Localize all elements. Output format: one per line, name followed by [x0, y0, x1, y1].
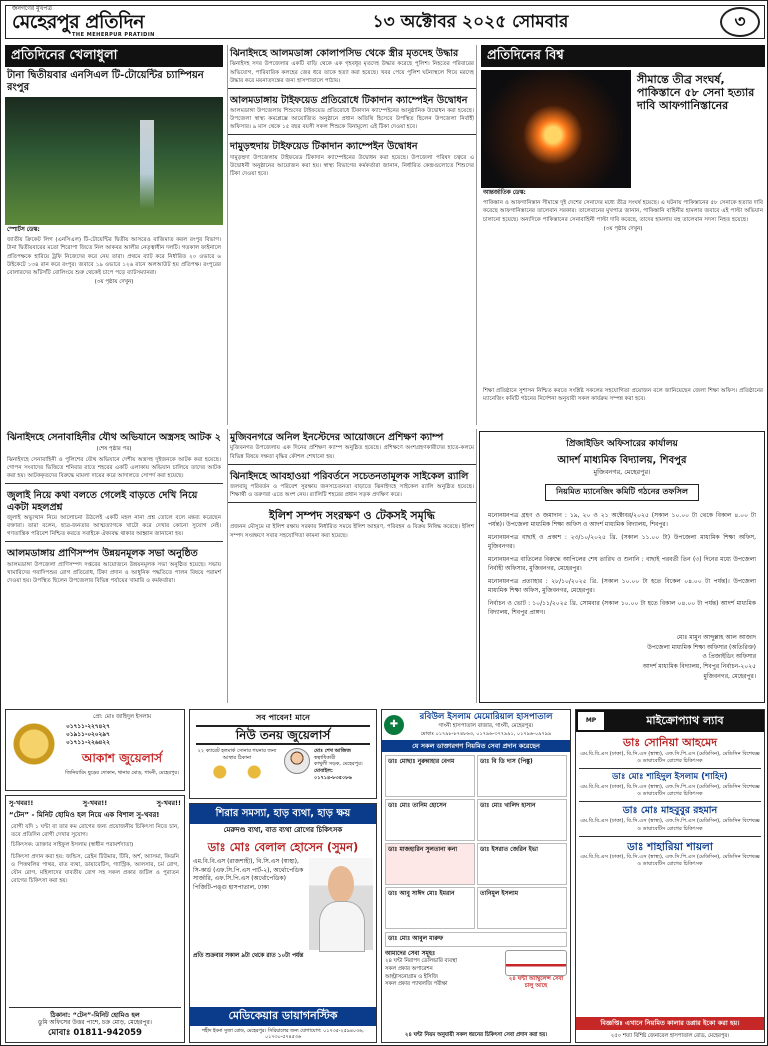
hospital-services [382, 947, 570, 994]
micropath-doctor-degree: এম.বি.বি.এস (ঢাকা), বি.সি.এস (স্বাস্থ্য), এফ.সি.পি.এস (মেডিসিন), মেডিসিন বিশেষজ্ঞ ও ডায়াবেটিস রোগের চিকিৎসক [580, 750, 760, 765]
issue-date: ১৩ অক্টোবর ২০২৫ সোমবার [372, 11, 569, 32]
masthead-tagline: জনগণের মুখপত্র [12, 5, 52, 13]
notice-line: মনোনয়নপত্র বাতিলের বিরুদ্ধে আপিলের শেষ তারিখ ও শুনানি : বাছাই পরবর্তী তিন (৩) দিনের মধ্যে উপজেলা নির্বাহী অফিসার, মুজিবনগর, মেহেরপুর। [488, 556, 756, 573]
clinic-name: মেডিকেয়ার ডায়াগনস্টিক [190, 1007, 376, 1026]
hospital-doctor-grid [382, 752, 570, 932]
notice-title: নিয়মিত ম্যানেজিং কমিটি গঠনের তফসিল [545, 484, 699, 501]
signatory-role: আদর্শ মাধ্যমিক বিদ্যালয়, শিবপুর নির্বাচন-২০২৫ [642, 662, 756, 670]
headline-damurhuda-typhoid[interactable]: দামুড়হুদায় টাইফয়েড টিকাদান ক্যাম্পেইন উদ্বোধন [230, 141, 418, 153]
headline-cycle-rally[interactable]: ঝিনাইদহে আবহাওয়া পরিবর্তনে সচেতনতামূলক সাইকেল র‍্যালি [230, 470, 469, 482]
phone-number: ০১৭১১-২২৭৪২৭ [66, 724, 110, 730]
world-headline[interactable]: সীমান্তে তীব্র সংঘর্ষ, পাকিস্তানে ৫৮ সেনা হত্যার দাবি আফগানিস্তানের [637, 72, 755, 112]
story-livestock: আলমডাঙ্গা উপজেলা প্রাণিসম্পদ দপ্তরের আয়োজনে উন্নয়নমূলক সভা অনুষ্ঠিত হয়েছে। সভায় খামারিদের গবাদিপশুর রোগ প্রতিরোধ, টিকা প্রদান ও আধুনিক পদ্ধতিতে পালন বিষয়ে পরামর্শ দেওয়া হয়। উপস্থিত ছিলেন উপজেলার বিভিন্ন পর্যায়ের খামারি ও কর্মকর্তারা। [7, 561, 221, 584]
ring-icon [194, 764, 280, 780]
phone-number: ০১৭১১-২২৬৪২২ [66, 739, 110, 746]
ambulance-text: ২৪ ঘন্টা অ্যাম্বুলেন্স সেবা চালু আছে [508, 975, 564, 989]
headline-july[interactable]: জুলাই নিয়ে কথা বলতে গেলেই বাড়তে দেখি নিয়ে একটা মহলপ্রশ্ন [7, 490, 198, 513]
akash-phones [66, 724, 110, 747]
notice-signature [488, 633, 756, 681]
notice-office: প্রিজাইডিং অফিসারের কার্যালয় [566, 439, 678, 449]
homeo-body: চিকিৎসা প্রদান করা হয়: জন্ডিস, ব্রেইন টিউমার, টিবি, অর্শ, অ্যাসমা, কিডনি ও পিত্তথলির পাথর, বাত ব্যথা, ডায়াবেটিস, গ্যাস্ট্রিক, আলসার, চর্ম রোগ, যৌন রোগ, মহিলাদের যাবতীয় রোগ সহ সকল প্রকার জটিল ও পুরাতন রোগের চিকিৎসা করা হয়। [11, 853, 179, 884]
homeo-location-label: ঠিকানা: “টেন”-মিনিট হোমিও হল [50, 1010, 140, 1019]
notice-line: মনোনয়নপত্র গ্রহণ ও জমাদান : ১৯, ২০ ও ২১ অক্টোবর/২০২৫ (সকাল ১০.০০ টা থেকে বিকাল ৪.০০ টা পর্যন্ত)। উপজেলা মাধ্যমিক শিক্ষা অফিস ও আদর্শ মাধ্যমিক বিদ্যালয়, শিবপুর। [488, 512, 756, 529]
micropath-doctor-degree: এম.বি.বি.এস (ঢাকা), বি.সি.এস (স্বাস্থ্য), এফ.সি.পি.এস (মেডিসিন), মেডিসিন বিশেষজ্ঞ ও ডায়াবেটিস রোগের চিকিৎসক [580, 818, 760, 832]
center-top-column [227, 45, 477, 425]
headline-livestock[interactable]: আলমডাঙ্গায় প্রাণিসম্পদ উন্নয়নমূলক সভা অনুষ্ঠিত [7, 548, 198, 560]
micropath-address: ২৫০ শয্যা বিশিষ্ট জেনারেল হাসপাতাল রোড, মেহেরপুর। [610, 1032, 730, 1039]
world-column [481, 45, 765, 425]
world-body: পাকিস্তান ও আফগানিস্তান সীমান্তে দুই দেশের সেনাদের মধ্যে তীব্র সংঘর্ষ হয়েছে। এ ঘটনায় পাকিস্তানের ৫৮ সেনাকে হত্যার দাবি করেছে আফগানিস্তানের তালেবান সরকার। তালেবানের মুখপাত্র জানান, পাকিস্তানি বাহিনীর হামলার জবাবে এই পাল্টা অভিযান চালানো হয়েছে। অন্যদিকে পাকিস্তানের সেনাবাহিনী পাল্টা দাবি করেছে, তাদের হামলায় বহু তালেবান সদস্য নিহত হয়েছে। [483, 200, 763, 223]
new-tanoy-phone: মোবাইল: ০১৭১৪-৮৩৫০৮৬ [314, 768, 352, 781]
divider [228, 88, 476, 89]
hospital-doctor: ডাঃ বি ডি দাস (পিঙ্কু) [477, 755, 567, 797]
homeo-location: ডুমি অফিসের উত্তর পাশে, চক্র মোড়, মেহেরপুর। [38, 1019, 152, 1027]
micropath-doctors [576, 732, 764, 873]
micropath-doctor-name: ডাঃ শাহারিয়া শায়লা [627, 840, 713, 853]
new-tanoy-address: কাথুলী সড়ক, মেহেরপুর। [314, 761, 363, 768]
world-photo [481, 70, 631, 188]
owner-role: স্বত্বাধিকারী [314, 754, 336, 761]
story-mujibnagar: মুজিবনগর উপজেলায় এক দিনের প্রশিক্ষণ ক্যাম্প অনুষ্ঠিত হয়েছে। প্রশিক্ষণে অংশগ্রহণকারীদের হাতে-কলমে বিভিন্ন বিষয়ে দক্ষতা বৃদ্ধির কৌশল শেখানো হয়। [230, 445, 474, 460]
page-number: ৩ [720, 7, 760, 37]
doctor-specialty-top: শিরার সমস্যা, হাড় ব্যথা, হাড় ক্ষয় [190, 804, 376, 824]
story-july: জুলাই অভ্যুত্থান নিয়ে আলোচনা উঠলেই একটি মহল নানা প্রশ্ন তোলে বলে মন্তব্য করেছেন বক্তারা। তারা বলেন, ছাত্র-জনতার আত্মত্যাগকে খাটো করে দেখার কোনো সুযোগ নেই। গণতান্ত্রিক পরিবেশ নিশ্চিত করতে সবাইকে ঐক্যবদ্ধ থাকার আহ্বান জানানো হয়। [7, 514, 221, 538]
headline-jhenaidah-body[interactable]: ঝিনাইদহে আলমডাঙ্গা কোলাপসিভ থেকে স্ত্রীর মৃতদেহ উদ্ধার [230, 48, 459, 59]
hospital-name: রবিউল ইসলাম মেমোরিয়াল হাসপাতাল [419, 712, 553, 722]
story-damurhuda-typhoid: দামুড়হুদা উপজেলায় টাইফয়েড টিকাদান ক্যাম্পেইনের উদ্বোধন করা হয়েছে। উপজেলা পরিষদ চত্বরে এ উদ্বোধনী অনুষ্ঠানের আয়োজন করা হয়। স্বাস্থ্য বিভাগের কর্মকর্তারা জানান, নির্ধারিত কেন্দ্রগুলোতে শিশুদের টিকা দেওয়া হবে। [230, 154, 474, 178]
continuation-text: শিক্ষা প্রতিষ্ঠানে সুশাসন নিশ্চিত করতে সংশ্লিষ্ট সকলের সহযোগিতা প্রয়োজন বলে জানিয়েছেন জেলা শিক্ষা অফিস। প্রতিষ্ঠানের ম্যানেজিং কমিটি গঠনের নির্দেশনা অনুযায়ী সকল কার্যক্রম সম্পন্ন করা হবে। [483, 388, 763, 403]
good-news-tags [9, 799, 181, 808]
akash-name: আকাশ জুয়েলার্স [81, 751, 163, 765]
ambulance-block [505, 950, 567, 991]
owner-avatar [284, 748, 310, 774]
ad-micropath-lab[interactable] [575, 709, 765, 1043]
story-hilsa: প্রজনন মৌসুমে মা ইলিশ রক্ষায় সরকার নির্ধারিত সময়ে ইলিশ আহরণ, পরিবহন ও বিক্রয় নিষিদ্ধ করেছে। ইলিশ সম্পদ সংরক্ষণে সবার সহযোগিতা কামনা করা হয়েছে। [230, 524, 474, 539]
sports-continued: (৩য় পৃষ্ঠায় দেখুন) [94, 278, 134, 285]
service-item: আল্ট্রাসনোগ্রাম ও ইসিজি [385, 973, 438, 980]
good-news-tag: সু-খবর!! [9, 799, 34, 807]
divider [5, 541, 223, 542]
micropath-doctor-degree: এম.বি.বি.এস (ঢাকা), বি.সি.এস (স্বাস্থ্য), এফ.সি.পি.এস (মেডিসিন), মেডিসিন বিশেষজ্ঞ ও ডায়াবেটিস রোগের চিকিৎসক [580, 853, 760, 868]
hospital-bottom-note: ২৪ ঘন্টা নিয়ম অনুযায়ী সকল ধরনের চিকিৎসা সেবা প্রদান করা হয়। [404, 1031, 548, 1038]
homeo-point: চিকিৎসক: ডাক্তার সাইফুল ইসলাম (স্বাধীন পরামর্শদাতা) [11, 842, 134, 849]
headline-alamdanga-typhoid[interactable]: আলমডাঙ্গায় টাইফয়েড প্রতিরোধে টিকাদান ক্যাম্পেইন উদ্বোধন [230, 94, 468, 106]
sports-reporter: স্পোর্টস ডেস্ক: [7, 226, 40, 233]
services-list [385, 950, 502, 991]
akash-address: জিনিয়ারিং ছুড়ের দোকান, থানার মোড়, গাংনী, মেহেরপুর। [65, 770, 179, 776]
ad-dr-belal[interactable] [189, 803, 377, 1043]
micropath-doctor-name: ডাঃ মোঃ মাহবুবুর রহমান [622, 805, 718, 817]
divider [228, 464, 476, 465]
divider [228, 134, 476, 135]
owner-name: মোঃ শেখ আজিজ [314, 747, 351, 754]
newspaper-english-name: THE MEHERPUR PRATIDIN [72, 32, 155, 39]
signatory-role: ও প্রিজাইডিং অফিসার [702, 653, 756, 661]
hospital-doctor: ডাঃ মাজহারিন সুলতানা কনা [385, 843, 475, 885]
sports-body: জাতীয় ক্রিকেট লিগ (এনসিএল) টি-টোয়েন্টির দ্বিতীয় আসরেও বাজিমাত করল রংপুর বিভাগ। টানা দ্বিতীয়বারের মতো শিরোপা জিতে নিল আকবর আলীর নেতৃত্বাধীন দলটি। গতকাল ফাইনালে প্রতিপক্ষকে হারিয়ে ট্রফি নিজেদের করে নেয় তারা। প্রথমে ব্যাট করে নির্ধারিত ২০ ওভারে ৬ উইকেটে ১৩৪ রান করে রংপুর। জবাবে ১৯ ওভারে ১২৬ রানে অলআউট হয় প্রতিপক্ষ। রংপুরের বোলারদের আঁটসাঁট বোলিংয়ে শুরু থেকেই চাপে পড়ে ব্যাটসম্যানরা। [7, 237, 221, 276]
micropath-footer: বিজ্ঞপ্তিঃ এখানে নিয়মিত কালার ডপ্লার ইকো করা হয়। [576, 1017, 764, 1030]
micropath-header [576, 710, 764, 732]
homeo-phone: মোবাঃ 01811-942059 [48, 1027, 142, 1038]
new-tanoy-info [190, 746, 376, 784]
micropath-doctor-degree: এম.বি.বি.এস (ঢাকা), বি.সি.এস (স্বাস্থ্য), এফ.সি.পি.এস (মেডিসিন), মেডিসিন বিশেষজ্ঞ ও ডায়াবেটিস রোগের চিকিৎসক [580, 783, 760, 798]
world-lead [481, 70, 765, 188]
story-army-operation: ঝিনাইদহে সেনাবাহিনী ও পুলিশের যৌথ অভিযানে দেশীয় অস্ত্রসহ দুইজনকে আটক করা হয়েছে। গোপন সংবাদের ভিত্তিতে শনিবার রাতে শহরের একটি এলাকায় অভিযান চালিয়ে তাদের আটক করা হয়। আটককৃতদের বিরুদ্ধে মামলা দায়ের করে আদালতে সোপর্দ করা হয়েছে। [7, 456, 221, 480]
doctor-degrees: এম.বি.বি.এস (রাজশাহী), বি.সি.এস (স্বাস্থ্য), সি-কার্ড (এফ.সি.পি.এস পার্ট-২), অর্থোপেডিক সার্জারি, এফ.সি.পি.এস (অর্থোপেডিক) পিজিটি-পঙ্গু হাসপাতাল, ঢাকা [193, 858, 304, 891]
doctor-detail [190, 858, 376, 950]
hospital-phones: মোবাঃ ০১৭৯৮-৮৭৪৮৬৩, ০১৭৯৬-৩৭৭৯৯১, ০১৭৯৬-০৯৭৯৯ [420, 730, 552, 737]
story-jhenaidah-body: ঝিনাইদহ সদর উপজেলার একটি বাড়ি থেকে এক গৃহবধূর মৃতদেহ উদ্ধার করেছে পুলিশ। নিহতের পরিবারের অভিযোগ, পারিবারিক কলহের জের ধরে তাকে হত্যা করা হয়েছে। খবর পেয়ে পুলিশ ঘটনাস্থলে গিয়ে মরদেহ উদ্ধার করে ময়নাতদন্তের জন্য হাসপাতালে পাঠায়। [230, 61, 474, 84]
signatory-name: মোঃ মামুন আব্দুল্লাহ আল আজাদ [676, 634, 756, 642]
hospital-strip: যে সকল ডাক্তারগণ নিয়মিত সেবা প্রদান করেছেন [382, 740, 570, 753]
ad-robiul-hospital[interactable] [381, 709, 571, 1043]
notice-line: মনোনয়নপত্র বাছাই ও প্রকাশ : ২৩/১০/২০২৫ খ্রি. (সকাল ১১.০০ টা) উপজেলা মাধ্যমিক শিক্ষা অফিস, মুজিবনগর। [488, 534, 756, 551]
services-heading: আমাদের সেবা সমূহঃ [385, 949, 436, 957]
committee-notice [479, 431, 765, 703]
new-tanoy-left [194, 748, 280, 782]
micropath-doctor-name: ডাঃ মোঃ শাহিদুল ইসলাম (শাহিদ) [612, 772, 728, 783]
notice-line: মনোনয়নপত্র প্রত্যাহার : ২৮/১০/২০২৫ খ্রি. (সকাল ১০.০০ টা হতে বিকেল ০৪.০০ টা পর্যন্ত)। উপজেলা মাধ্যমিক শিক্ষা অফিস, মুজিবনগর, মেহেরপুর। [488, 578, 756, 595]
new-tanoy-owner-block [314, 748, 372, 782]
section-title-world: প্রতিদিনের বিশ্ব [481, 45, 765, 67]
necklace-icon [10, 716, 58, 786]
hospital-address: গাংনী হাসপাতাল বাজার, গাংনী, মেহেরপুর। [438, 723, 534, 730]
service-item: ২৪ ঘন্টা নিরাপদ ডেলিভারি ব্যবস্থা [385, 958, 457, 965]
section-title-sports: প্রতিদিনের খেলাধুলা [5, 45, 223, 67]
doctor-name: ডাঃ মোঃ বেলাল হোসেন (সুমন) [207, 839, 359, 854]
hospital-doctor: ডাঃ আবু সাঈদ মোঃ ইমরান [385, 887, 475, 929]
world-continuation [481, 387, 765, 427]
homeo-contact [9, 1007, 181, 1039]
hospital-doctor: ডাঃ মোছাঃ নুরুন্নাহার বেগম [385, 755, 475, 797]
signatory-place: মুজিবনগর, মেহেরপুর। [703, 672, 756, 680]
continued-label: (শেষ পৃষ্ঠার পর) [96, 446, 132, 453]
micropath-name: মাইক্রোপ্যাথ ল্যাব [646, 713, 724, 727]
notice-place: মুজিবনগর, মেহেরপুর। [593, 467, 651, 476]
homeo-point: রোগী যদি ১ ঘন্টা বা তার কম রোগের জন্য প্রয়োজনীয় চিকিৎসা নিতে চান, তবে প্রতিদিন রোগী দেখার সুযোগ। [11, 824, 179, 839]
masthead [5, 5, 765, 39]
hospital-doctor: ডাঃ ইসরাত জেরিন ইভা [477, 843, 567, 885]
new-tanoy-tagline: ২২ ক্যারেট হলমার্ক সোনার গয়নার জন্য আস্থার ঠিকানা [197, 747, 277, 761]
world-continued: (৩য় পৃষ্ঠায় দেখুন) [603, 225, 643, 232]
micropath-logo-icon: MP [578, 712, 604, 730]
clinic-address: শহীদ ইবনা সুজা রোড, মেহেরপুর। সিরিয়ালের জন্য যোগাযোগ: ০১৭৩৫-২৫৯৪০৩৬, ০১৭৩০-৫৭৪৫৩৬ [202, 1029, 364, 1041]
notice-school: আদর্শ মাধ্যমিক বিদ্যালয়, শিবপুর [557, 455, 687, 467]
middle-left-column [5, 429, 223, 703]
new-tanoy-name: নিউ তনয় জুয়েলার্স [196, 725, 370, 745]
story-cycle-rally: জলবায়ু পরিবর্তন ও পরিবেশ সুরক্ষায় জনসচেতনতা বাড়াতে ঝিনাইদহে সাইকেল র‍্যালি অনুষ্ঠিত হয়েছে। শিক্ষার্থী ও তরুণরা এতে অংশ নেয়। র‍্যালিটি শহরের প্রধান সড়ক প্রদক্ষিণ করে। [230, 484, 474, 499]
doctor-hours: প্রতি শুক্রবার সকাল ৯টা থেকে রাত ১০টা পর্যন্ত [193, 953, 304, 960]
hospital-doctor: ডাঃ মোঃ আবুল মারুফ [385, 932, 567, 946]
doctor-photo [309, 858, 373, 950]
sports-column [5, 45, 223, 425]
world-desk: আন্তর্জাতিক ডেস্ক: [483, 189, 526, 196]
service-item: সকল প্রকার অপারেশন [385, 965, 433, 972]
homeo-headline: “টেন” - মিনিট হোমিও হল নিয়ে এক বিশাল সু-খবর! [9, 810, 160, 819]
headline-mujibnagar[interactable]: মুজিবনগরে অনিল ইনস্টেদের আয়োজনে প্রশিক্ষণ ক্যাম্প [230, 432, 444, 443]
headline-hilsa[interactable]: ইলিশ সম্পদ সংরক্ষণ ও টেকসই সমৃদ্ধি [269, 509, 435, 523]
story-alamdanga-typhoid: আলমডাঙ্গা উপজেলায় শিশুদের টাইফয়েড প্রতিরোধে টিকাদান ক্যাম্পেইনের আনুষ্ঠানিক উদ্বোধন করা হয়েছে। উপজেলা স্বাস্থ্য কমপ্লেক্সে আয়োজিত অনুষ্ঠানে প্রধান অতিথি হিসেবে উপস্থিত ছিলেন উপজেলা নির্বাহী অফিসার। ৯ মাস থেকে ১৫ বছর বয়সী সকল শিশুকে বিনামূল্যে এই টিকা দেওয়া হবে। [230, 108, 474, 131]
hospital-doctor: ডাঃ মোঃ তানিম হোসেন [385, 799, 475, 841]
divider [228, 502, 476, 503]
sports-headline[interactable]: টানা দ্বিতীয়বার এনসিএল টি-টোয়েন্টির চ্যাম্পিয়ন রংপুর [7, 69, 204, 93]
ad-ten-minute-homeo[interactable] [5, 795, 185, 1043]
ad-new-tanoy-jewellers[interactable] [189, 709, 377, 799]
middle-center-column [227, 429, 477, 703]
ambulance-icon [505, 950, 567, 976]
doctor-specialty-sub: মেরুদণ্ড ব্যথা, বাত ব্যথা রোগের চিকিৎসক [223, 825, 343, 834]
hospital-header [382, 710, 570, 740]
new-tanoy-top: সব পাবেন! মানে [256, 713, 310, 722]
divider [579, 768, 761, 769]
newspaper-name: মেহেরপুর প্রতিদিন [12, 11, 144, 34]
akash-owner: প্রো: মোঃ জাহিদুল ইসলাম [92, 714, 152, 720]
notice-line: নির্বাচন ও ভোট : ১০/১১/২০২৫ খ্রি. সোমবার (সকাল ১০.০০ টা হতে বিকাল ০৪.০০ টা পর্যন্ত) আদর্শ মাধ্যমিক বিদ্যালয়, শিবপুর প্রাঙ্গণ। [488, 600, 756, 617]
hospital-doctor: তানিমুল ইসলাম [477, 887, 567, 929]
good-news-tag: সু-খবর!! [156, 799, 181, 807]
good-news-tag: সু-খবর!! [82, 799, 108, 807]
hospital-title-block [404, 712, 568, 738]
micropath-doctor-name: ডাঃ সোনিয়া আহমেদ [622, 736, 718, 749]
divider [5, 483, 223, 484]
hospital-doctor: ডাঃ মোঃ খালিদ হাসান [477, 799, 567, 841]
signatory-role: উপজেলা মাধ্যমিক শিক্ষা অফিসার (অতিরিক্ত) [647, 643, 756, 651]
divider [579, 836, 761, 837]
phone-number: ০১৯১১-০২০২৯৭ [66, 731, 110, 738]
masthead-brand [6, 5, 221, 39]
ad-akash-jewellers[interactable] [5, 709, 185, 791]
hospital-logo-icon: ✚ [384, 715, 404, 735]
headline-army-operation[interactable]: ঝিনাইদহে সেনাবাহিনীর যৌথ অভিযানে অস্ত্রসহ আটক ২ [7, 432, 221, 443]
sports-photo [5, 97, 223, 225]
divider [579, 801, 761, 802]
service-item: সকল প্রকার প্যাথলজি পরীক্ষা [385, 981, 448, 988]
